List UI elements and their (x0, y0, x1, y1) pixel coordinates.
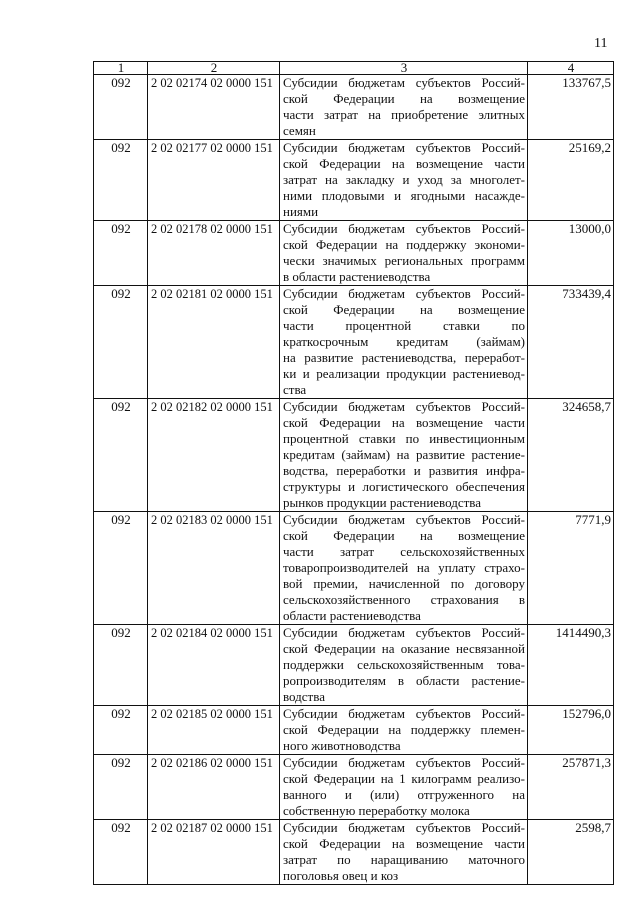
admin-code-cell: 092 (94, 75, 148, 140)
table-header (94, 62, 614, 75)
description-line: водства (283, 689, 325, 704)
description-line: краткосрочным кредитам (займам) (283, 334, 525, 349)
description-line: ства (283, 382, 307, 397)
description-line: процентной ставки по инвестиционным (283, 431, 525, 446)
table-row (94, 286, 614, 399)
table-row (94, 625, 614, 706)
admin-code-cell: 092 (94, 625, 148, 706)
description-line: ской Федерации на возмещение части (283, 836, 525, 851)
table-row (94, 399, 614, 512)
description-cell (280, 286, 528, 399)
description-line: семян (283, 123, 316, 138)
description-line: чески значимых региональных программ (283, 253, 525, 268)
amount-cell: 25169,2 (528, 140, 614, 221)
table-row (94, 820, 614, 885)
budget-classification-code-cell: 2 02 02183 02 0000 151 (148, 512, 280, 625)
description-line: на развитие растениеводства, переработ- (283, 350, 525, 365)
admin-code-cell: 092 (94, 286, 148, 399)
description-line: ними плодовыми и ягодными насажде- (283, 188, 525, 203)
description-cell (280, 706, 528, 755)
description-cell (280, 399, 528, 512)
description-line: части затрат на приобретение элитных (283, 107, 525, 122)
budget-classification-code-cell: 2 02 02178 02 0000 151 (148, 221, 280, 286)
table-row (94, 512, 614, 625)
amount-cell: 13000,0 (528, 221, 614, 286)
amount-cell: 133767,5 (528, 75, 614, 140)
description-line: Субсидии бюджетам субъектов Россий- (283, 706, 525, 721)
admin-code-cell: 092 (94, 706, 148, 755)
budget-classification-code-cell: 2 02 02177 02 0000 151 (148, 140, 280, 221)
description-line: сельскохозяйственного страхования в (283, 592, 525, 607)
description-line: собственную переработку молока (283, 803, 470, 818)
description-line: Субсидии бюджетам субъектов Россий- (283, 286, 525, 301)
admin-code-cell: 092 (94, 755, 148, 820)
admin-code-cell: 092 (94, 399, 148, 512)
budget-classification-code-cell: 2 02 02182 02 0000 151 (148, 399, 280, 512)
table-row (94, 706, 614, 755)
description-line: Субсидии бюджетам субъектов Россий- (283, 221, 525, 236)
description-line: ской Федерации на поддержку экономи- (283, 237, 525, 252)
table-row (94, 221, 614, 286)
description-line: ской Федерации на возмещение части (283, 415, 525, 430)
amount-cell: 152796,0 (528, 706, 614, 755)
description-line: части затрат сельскохозяйственных (283, 544, 525, 559)
amount-cell: 324658,7 (528, 399, 614, 512)
amount-cell: 7771,9 (528, 512, 614, 625)
amount-cell: 733439,4 (528, 286, 614, 399)
description-cell (280, 820, 528, 885)
amount-cell: 2598,7 (528, 820, 614, 885)
admin-code-cell: 092 (94, 140, 148, 221)
budget-classification-code-cell: 2 02 02174 02 0000 151 (148, 75, 280, 140)
description-line: ки и реализации продукции растениевод- (283, 366, 525, 381)
description-line: ниями (283, 204, 319, 219)
description-cell (280, 512, 528, 625)
description-line: ного животноводства (283, 738, 401, 753)
description-line: водства, переработки и развития инфра- (283, 463, 525, 478)
table-row (94, 140, 614, 221)
description-line: части процентной ставки по (283, 318, 525, 333)
budget-classification-code-cell: 2 02 02187 02 0000 151 (148, 820, 280, 885)
description-line: затрат на закладку и уход за многолет- (283, 172, 525, 187)
description-cell (280, 221, 528, 286)
description-line: кредитам (займам) на развитие растение- (283, 447, 525, 462)
budget-classification-code-cell: 2 02 02186 02 0000 151 (148, 755, 280, 820)
description-line: поддержки сельскохозяйственным това- (283, 657, 525, 672)
description-cell (280, 755, 528, 820)
description-line: структуры и логистического обеспечения (283, 479, 525, 494)
description-line: ской Федерации на оказание несвязанной (283, 641, 525, 656)
description-line: Субсидии бюджетам субъектов Россий- (283, 512, 525, 527)
description-line: в области растениеводства (283, 269, 431, 284)
description-line: ской Федерации на поддержку племен- (283, 722, 525, 737)
description-line: затрат по наращиванию маточного (283, 852, 525, 867)
page-number: 11 (594, 36, 608, 51)
amount-cell: 1414490,3 (528, 625, 614, 706)
description-line: ропроизводителям в области растение- (283, 673, 525, 688)
budget-classification-code-cell: 2 02 02184 02 0000 151 (148, 625, 280, 706)
description-cell (280, 75, 528, 140)
description-line: ской Федерации на возмещение части (283, 156, 525, 171)
column-header-2: 2 (148, 62, 280, 75)
description-line: Субсидии бюджетам субъектов Россий- (283, 820, 525, 835)
description-line: рынков продукции растениеводства (283, 495, 482, 510)
description-line: Субсидии бюджетам субъектов Россий- (283, 399, 525, 414)
header-row (94, 62, 614, 75)
description-line: вой премии, начисленной по договору (283, 576, 525, 591)
table-row (94, 755, 614, 820)
description-line: ской Федерации на возмещение (283, 528, 525, 543)
table-body (94, 75, 614, 885)
budget-classification-code-cell: 2 02 02181 02 0000 151 (148, 286, 280, 399)
description-cell (280, 140, 528, 221)
admin-code-cell: 092 (94, 512, 148, 625)
description-line: ской Федерации на возмещение (283, 302, 525, 317)
description-cell (280, 625, 528, 706)
column-header-3: 3 (280, 62, 528, 75)
column-header-4: 4 (528, 62, 614, 75)
description-line: поголовья овец и коз (283, 868, 399, 883)
description-line: ской Федерации на 1 килограмм реализо- (283, 771, 525, 786)
budget-table (93, 61, 614, 885)
budget-classification-code-cell: 2 02 02185 02 0000 151 (148, 706, 280, 755)
description-line: Субсидии бюджетам субъектов Россий- (283, 140, 525, 155)
amount-cell: 257871,3 (528, 755, 614, 820)
admin-code-cell: 092 (94, 221, 148, 286)
table-row (94, 75, 614, 140)
description-line: Субсидии бюджетам субъектов Россий- (283, 755, 525, 770)
column-header-1: 1 (94, 62, 148, 75)
description-line: области растениеводства (283, 608, 421, 623)
description-line: ванного и (или) отгруженного на (283, 787, 525, 802)
description-line: Субсидии бюджетам субъектов Россий- (283, 625, 525, 640)
admin-code-cell: 092 (94, 820, 148, 885)
description-line: товаропроизводителей на уплату страхо- (283, 560, 525, 575)
description-line: ской Федерации на возмещение (283, 91, 525, 106)
description-line: Субсидии бюджетам субъектов Россий- (283, 75, 525, 90)
